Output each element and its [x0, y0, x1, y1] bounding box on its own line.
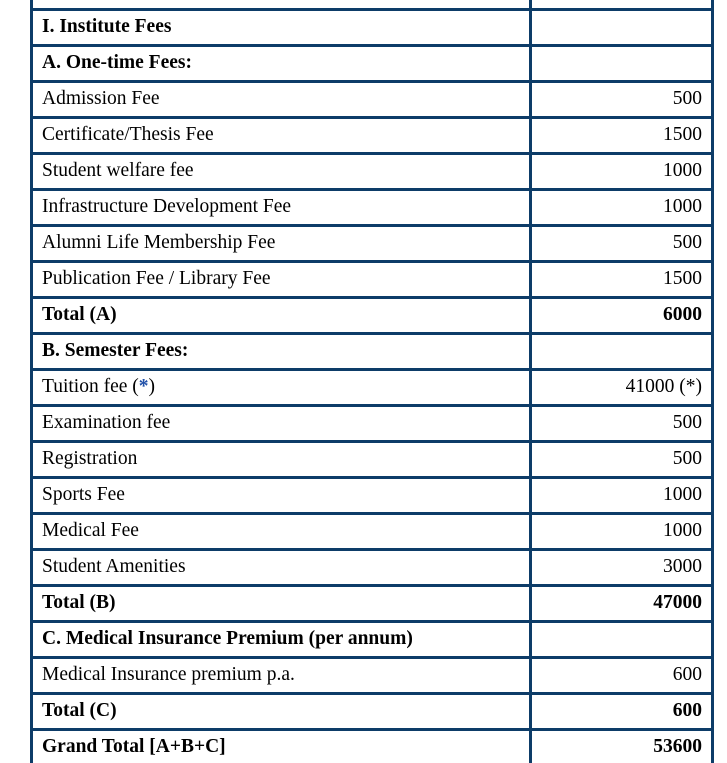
table-row [32, 478, 713, 514]
cell-amount [531, 46, 713, 82]
table-header [32, 0, 713, 10]
table-row [32, 154, 713, 190]
table-row [32, 82, 713, 118]
cell-amount: 1000 [531, 190, 713, 226]
cell-amount: 600 [531, 658, 713, 694]
cell-amount [531, 622, 713, 658]
cell-description: Registration [32, 442, 531, 478]
table-row [32, 334, 713, 370]
cell-amount [531, 334, 713, 370]
table-row [32, 190, 713, 226]
cell-amount: 500 [531, 442, 713, 478]
cell-description: Tuition fee (*) [32, 370, 531, 406]
cell-description: Student Amenities [32, 550, 531, 586]
table-row [32, 118, 713, 154]
cell-amount: 53600 [531, 730, 713, 763]
column-header-amount [531, 0, 713, 10]
cell-description: Sports Fee [32, 478, 531, 514]
cell-description: A. One-time Fees: [32, 46, 531, 82]
cell-description: Examination fee [32, 406, 531, 442]
cell-description: Alumni Life Membership Fee [32, 226, 531, 262]
cell-description: Medical Insurance premium p.a. [32, 658, 531, 694]
footnote-asterisk: * [138, 376, 149, 398]
cell-description: Grand Total [A+B+C] [32, 730, 531, 763]
cell-amount: 3000 [531, 550, 713, 586]
cell-description: C. Medical Insurance Premium (per annum) [32, 622, 531, 658]
table-row [32, 262, 713, 298]
column-header-description [32, 0, 531, 10]
cell-amount: 6000 [531, 298, 713, 334]
cell-amount: 600 [531, 694, 713, 730]
cell-description: Certificate/Thesis Fee [32, 118, 531, 154]
cell-description: Total (B) [32, 586, 531, 622]
cell-amount [531, 10, 713, 46]
table-row [32, 622, 713, 658]
cell-description: Student welfare fee [32, 154, 531, 190]
cell-amount: 1000 [531, 154, 713, 190]
table-row [32, 442, 713, 478]
table-header-row [32, 0, 713, 10]
table-row [32, 658, 713, 694]
cell-description: B. Semester Fees: [32, 334, 531, 370]
table-row [32, 46, 713, 82]
table-row [32, 550, 713, 586]
cell-amount: 1500 [531, 262, 713, 298]
cell-description: I. Institute Fees [32, 10, 531, 46]
table-body [32, 10, 713, 763]
table-row [32, 10, 713, 46]
cell-description: Admission Fee [32, 82, 531, 118]
table-row [32, 514, 713, 550]
cell-description: Total (A) [32, 298, 531, 334]
cell-amount: 500 [531, 82, 713, 118]
cell-description: Total (C) [32, 694, 531, 730]
cell-amount: 47000 [531, 586, 713, 622]
cell-amount: 1500 [531, 118, 713, 154]
cell-description: Medical Fee [32, 514, 531, 550]
table-row [32, 370, 713, 406]
cell-amount: 1000 [531, 478, 713, 514]
table-row [32, 226, 713, 262]
cell-description: Infrastructure Development Fee [32, 190, 531, 226]
table-row [32, 730, 713, 763]
table-row [32, 586, 713, 622]
table-row [32, 694, 713, 730]
cell-amount: 500 [531, 406, 713, 442]
cell-amount: 41000 (*) [531, 370, 713, 406]
fee-structure-table [30, 0, 714, 763]
table-row [32, 298, 713, 334]
cell-amount: 1000 [531, 514, 713, 550]
cell-description: Publication Fee / Library Fee [32, 262, 531, 298]
cell-amount: 500 [531, 226, 713, 262]
table-row [32, 406, 713, 442]
